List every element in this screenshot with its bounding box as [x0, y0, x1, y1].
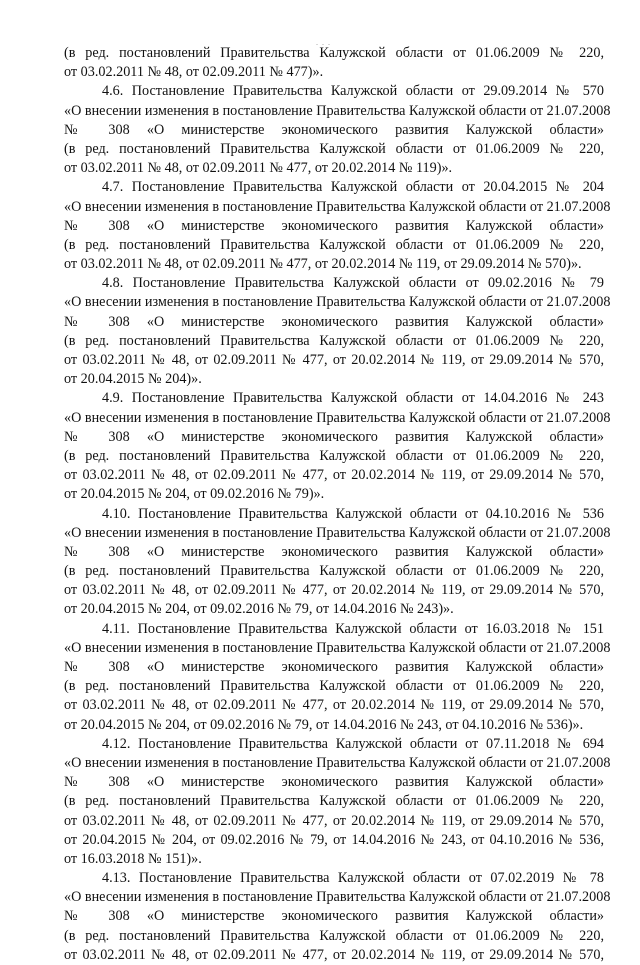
text-line: № 308 «О министерстве экономического развития Калужской области» — [64, 428, 604, 445]
text-line: № 308 «О министерстве экономического развития Калужской области» — [64, 313, 604, 330]
text-line: от 20.04.2015 № 204, от 09.02.2016 № 79)». — [64, 486, 325, 503]
text-line: от 16.03.2018 № 151)». — [64, 850, 202, 867]
text-line: (в ред. постановлений Правительства Калужской области от 01.06.2009 № 220, — [64, 140, 604, 157]
text-line: «О внесении изменения в постановление Правительства Калужской области от 21.07.2008 — [64, 639, 611, 656]
text-line: 4.12. Постановление Правительства Калужской области от 07.11.2018 № 694 — [102, 735, 604, 752]
paragraph — [64, 735, 611, 869]
text-line: 4.7. Постановление Правительства Калужской области от 20.04.2015 № 204 — [102, 179, 604, 196]
text-line: 4.13. Постановление Правительства Калужской области от 07.02.2019 № 78 — [102, 870, 604, 887]
text-line: 4.6. Постановление Правительства Калужской области от 29.09.2014 № 570 — [102, 83, 604, 100]
text-line: «О внесении изменения в постановление Правительства Калужской области от 21.07.2008 — [64, 198, 611, 215]
text-line: «О внесении изменения в постановление Правительства Калужской области от 21.07.2008 — [64, 524, 611, 541]
text-line: «О внесении изменения в постановление Правительства Калужской области от 21.07.2008 — [64, 409, 611, 426]
text-line: (в ред. постановлений Правительства Калужской области от 01.06.2009 № 220, — [64, 678, 604, 695]
text-line: от 03.02.2011 № 48, от 02.09.2011 № 477, от 20.02.2014 № 119)». — [64, 160, 453, 177]
text-line: от 03.02.2011 № 48, от 02.09.2011 № 477)». — [64, 64, 324, 81]
paragraph — [64, 44, 604, 82]
text-line: (в ред. постановлений Правительства Калужской области от 01.06.2009 № 220, — [64, 927, 604, 944]
text-line: № 308 «О министерстве экономического развития Калужской области» — [64, 217, 604, 234]
text-line: 4.10. Постановление Правительства Калужской области от 04.10.2016 № 536 — [102, 505, 604, 522]
text-line: 4.8. Постановление Правительства Калужской области от 09.02.2016 № 79 — [102, 275, 604, 292]
paragraph — [64, 389, 611, 504]
text-line: от 03.02.2011 № 48, от 02.09.2011 № 477, от 20.02.2014 № 119, от 29.09.2014 № 570, — [64, 467, 604, 484]
text-line: от 03.02.2011 № 48, от 02.09.2011 № 477, от 20.02.2014 № 119, от 29.09.2014 № 570, — [64, 352, 604, 368]
text-line: «О внесении изменения в постановление Правительства Калужской области от 21.07.2008 — [64, 294, 611, 311]
text-line: (в ред. постановлений Правительства Калужской области от 01.06.2009 № 220, — [64, 563, 604, 580]
text-line: «О внесении изменения в постановление Правительства Калужской области от 21.07.2008 — [64, 754, 611, 771]
text-line: № 308 «О министерстве экономического развития Калужской области» — [64, 659, 604, 675]
text-line: «О внесении изменения в постановление Правительства Калужской области от 21.07.2008 — [64, 889, 611, 906]
text-line: от 20.04.2015 № 204, от 09.02.2016 № 79, от 14.04.2016 № 243, от 04.10.2016 № 536)». — [64, 716, 584, 733]
paragraph — [64, 505, 611, 620]
text-line: (в ред. постановлений Правительства Калужской области от 01.06.2009 № 220, — [64, 793, 604, 810]
text-line: 4.11. Постановление Правительства Калужской области от 16.03.2018 № 151 — [102, 620, 604, 637]
text-line: № 308 «О министерстве экономического развития Калужской области» — [64, 121, 604, 138]
text-line: от 03.02.2011 № 48, от 02.09.2011 № 477, от 20.02.2014 № 119, от 29.09.2014 № 570, — [64, 946, 604, 963]
text-line: от 03.02.2011 № 48, от 02.09.2011 № 477, от 20.02.2014 № 119, от 29.09.2014 № 570, — [64, 582, 604, 599]
paragraph — [64, 869, 611, 965]
text-line: от 20.04.2015 № 204, от 09.02.2016 № 79, от 14.04.2016 № 243)». — [64, 601, 454, 618]
text-line: (в ред. постановлений Правительства Калужской области от 01.06.2009 № 220, — [64, 447, 604, 464]
text-line: № 308 «О министерстве экономического развития Калужской области» — [64, 543, 604, 560]
text-line: № 308 «О министерстве экономического развития Калужской области» — [64, 774, 604, 791]
text-line: (в ред. постановлений Правительства Калужской области от 01.06.2009 № 220, — [64, 236, 604, 253]
text-line: от 03.02.2011 № 48, от 02.09.2011 № 477, от 20.02.2014 № 119, от 29.09.2014 № 570)». — [64, 256, 582, 273]
text-line: № 308 «О министерстве экономического развития Калужской области» — [64, 908, 604, 925]
text-line: от 20.04.2015 № 204)». — [64, 371, 202, 388]
text-line: (в ред. постановлений Правительства Калужской области от 01.06.2009 № 220, — [64, 45, 604, 61]
document-page — [64, 44, 611, 965]
text-line: «О внесении изменения в постановление Правительства Калужской области от 21.07.2008 — [64, 102, 611, 119]
text-line: от 03.02.2011 № 48, от 02.09.2011 № 477, от 20.02.2014 № 119, от 29.09.2014 № 570, — [64, 812, 604, 829]
paragraph — [64, 274, 611, 389]
text-line: от 03.02.2011 № 48, от 02.09.2011 № 477, от 20.02.2014 № 119, от 29.09.2014 № 570, — [64, 697, 604, 714]
paragraph — [64, 82, 611, 178]
page-header-mark: . . . — [316, 38, 331, 47]
text-line: (в ред. постановлений Правительства Калужской области от 01.06.2009 № 220, — [64, 332, 604, 349]
paragraph — [64, 620, 611, 735]
text-line: от 20.04.2015 № 204, от 09.02.2016 № 79, от 14.04.2016 № 243, от 04.10.2016 № 536, — [64, 831, 604, 848]
paragraph — [64, 178, 611, 274]
text-line: 4.9. Постановление Правительства Калужской области от 14.04.2016 № 243 — [102, 390, 604, 407]
